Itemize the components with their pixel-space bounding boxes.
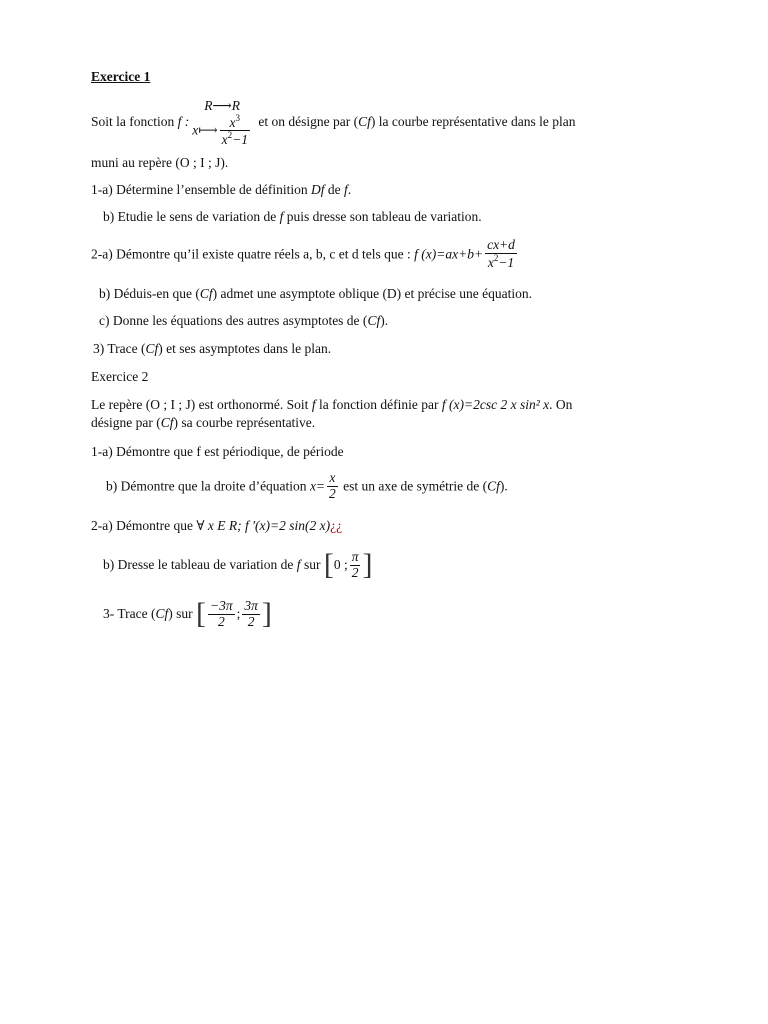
ex2-q2b-denominator: 2 (351, 564, 359, 580)
ex2-q2b-fraction (350, 550, 361, 581)
f-symbol: f (296, 557, 301, 572)
q2c-text-b: ). (380, 313, 389, 328)
interval-close-bracket: ] (362, 548, 373, 581)
mapping-x: x⟼ (192, 121, 218, 137)
q2a-numerator: cx+d (487, 237, 515, 252)
ex2-p1-text-c: . On (549, 397, 573, 412)
q1a-text: 1-a) Détermine l’ensemble de définition (91, 182, 312, 197)
ex2-p1-text: Le repère (O ; I ; J) est orthonormé. Soit (91, 397, 312, 412)
ex2-q3-fraction-1 (208, 599, 235, 630)
ex2-q2a-text: 2-a) Démontre que (91, 518, 197, 533)
ex2-question-1b (106, 471, 508, 502)
cf-symbol: Cf (367, 313, 381, 328)
function-mapping (192, 98, 252, 148)
interval-close-bracket: ] (261, 597, 272, 630)
ex2-q1b-numerator: x (327, 471, 338, 487)
ex2-p2-text: désigne par ( (91, 415, 161, 430)
ex2-q3-separator: ; (236, 606, 241, 621)
ex1-question-1a (91, 182, 351, 198)
mapping-fraction (220, 114, 250, 149)
q3-text-b: ) et ses asymptotes dans le plan. (158, 341, 332, 356)
ex2-q3-denominator-2: 2 (247, 613, 255, 629)
ex1-question-2c (99, 313, 388, 329)
ex2-q3-fraction-2 (242, 599, 260, 630)
ex2-q1b-text-c: ). (499, 478, 508, 494)
ex2-question-3 (103, 597, 272, 631)
q2c-text: c) Donne les équations des autres asymptotes de ( (99, 313, 368, 328)
ex2-function-expression: f (x)=2csc 2 x sin² x (441, 397, 550, 412)
ex1-question-1b (103, 209, 482, 225)
cf-symbol: Cf (155, 606, 169, 621)
cf-symbol: Cf (358, 114, 371, 130)
ex2-p1-text-b: la fonction définie par (315, 397, 442, 412)
q2b-text: b) Déduis-en que ( (99, 286, 200, 301)
q1a-text-b: de (324, 182, 345, 197)
f-symbol: f (344, 182, 348, 197)
ex2-q2b-interval-start: 0 ; (333, 557, 348, 572)
ex2-q2b-numerator: π (351, 548, 359, 564)
ex2-q1b-fraction (327, 471, 338, 502)
intro-text-b: et on désigne par ( (254, 114, 359, 130)
q1b-text: b) Etudie le sens de variation de (103, 209, 280, 224)
ex2-question-2b (103, 548, 372, 582)
cf-symbol: Cf (199, 286, 213, 301)
ex1-question-2a (91, 238, 519, 271)
ex2-question-2a (91, 518, 342, 534)
cf-symbol: Cf (160, 415, 174, 430)
mapping-denominator-exponent: 2 (227, 130, 233, 141)
ex2-q2a-expression: ∀ x E R; f ′(x)=2 sin(2 x) (196, 518, 331, 533)
ex2-q1b-denominator: 2 (329, 485, 336, 501)
q3-text: 3) Trace ( (93, 341, 146, 356)
ex1-question-3 (93, 341, 331, 357)
mapping-denominator-tail: −1 (232, 132, 248, 148)
ex2-p2-text-b: ) sa courbe représentative. (173, 415, 316, 430)
q2a-denominator-tail: −1 (498, 254, 515, 270)
df-symbol: Df (311, 182, 325, 197)
f-symbol: f (279, 209, 284, 224)
ex2-question-1a: 1-a) Démontre que f est périodique, de période (91, 444, 344, 459)
ex2-q3-numerator-1: −3π (210, 597, 233, 613)
interval-open-bracket: [ (323, 548, 334, 581)
cf-symbol: Cf (487, 478, 500, 494)
ex1-intro-line (91, 98, 576, 148)
ex2-q1b-lhs: x= (309, 478, 326, 494)
ex2-q1b-text-b: est un axe de symétrie de ( (339, 478, 488, 494)
q2a-denominator-exponent: 2 (493, 252, 499, 263)
ex2-q3-denominator-1: 2 (217, 613, 225, 629)
mapping-denominator: x (221, 132, 228, 148)
intro-text-c: ) la courbe représentative dans le plan (370, 114, 576, 130)
ex1-question-2b (99, 286, 532, 302)
ex2-q3-text: 3- Trace ( (103, 606, 156, 621)
exercise-2-title: Exercice 2 (91, 369, 149, 384)
mapping-numerator: x (229, 114, 236, 130)
q2b-text-b: ) admet une asymptote oblique (D) et précise une équation. (212, 286, 533, 301)
ex2-paragraph-line-2 (91, 415, 315, 431)
ex2-q1b-text: b) Démontre que la droite d’équation (106, 478, 310, 494)
ex2-q2b-text-b: sur (300, 557, 324, 572)
q2a-expression: f (x)=ax+b+ (414, 246, 484, 262)
mapping-domain: R⟶R (204, 98, 241, 113)
f-colon: f : (177, 114, 190, 130)
mapping-numerator-exponent: 3 (235, 112, 241, 123)
q2a-text: 2-a) Démontre qu’il existe quatre réels a, b, c et d tels que : (91, 246, 415, 262)
ex2-q3-numerator-2: 3π (244, 597, 258, 613)
q2a-fraction (485, 238, 517, 271)
q2a-denominator: x (487, 254, 494, 270)
ex2-q2b-text: b) Dresse le tableau de variation de (103, 557, 297, 572)
q1a-text-c: . (347, 182, 352, 197)
ex2-paragraph-line-1 (91, 397, 572, 413)
cf-symbol: Cf (145, 341, 159, 356)
ex1-intro-line-2: muni au repère (O ; I ; J). (91, 155, 229, 170)
ex2-q2a-red-glyphs: ¿¿ (330, 518, 343, 533)
exercise-1-title: Exercice 1 (91, 69, 151, 84)
interval-open-bracket: [ (196, 597, 207, 630)
ex2-q3-text-b: ) sur (168, 606, 197, 621)
intro-text-a: Soit la fonction (91, 114, 178, 130)
q1b-text-b: puis dresse son tableau de variation. (283, 209, 482, 224)
f-symbol: f (311, 397, 316, 412)
